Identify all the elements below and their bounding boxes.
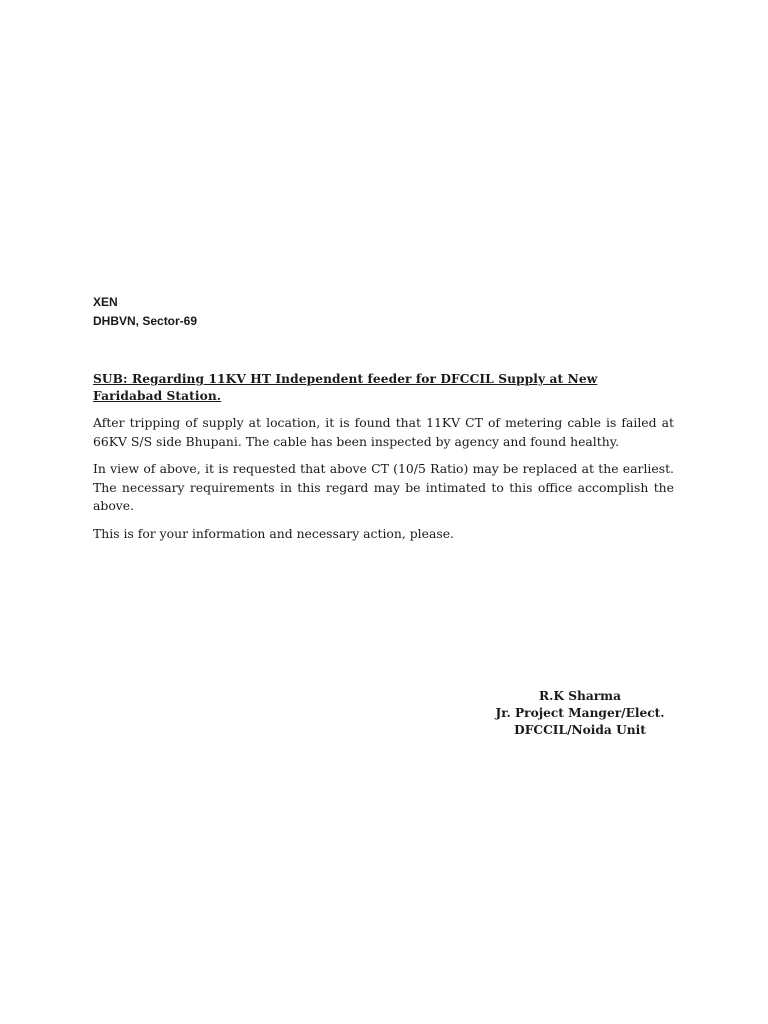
- signatory-designation: Jr. Project Manger/Elect.: [495, 706, 665, 720]
- signatory-name: R.K Sharma: [539, 689, 621, 703]
- addressee-office: DHBVN, Sector-69: [93, 314, 198, 328]
- signatory-unit: DFCCIL/Noida Unit: [514, 723, 646, 737]
- subject-line: [93, 371, 638, 405]
- body-paragraph-2: In view of above, it is requested that above CT (10/5 Ratio) may be replaced at the earliest. The necessary requirements in this regard may be intimated to this office accomplish the above.: [93, 461, 674, 513]
- signature-block: [470, 688, 690, 739]
- body-paragraph-1: After tripping of supply at location, it is found that 11KV CT of metering cable is failed at 66KV S/S side Bhupani. The cable has been inspected by agency and found healthy.: [93, 415, 674, 449]
- letter-body: [93, 414, 674, 552]
- body-paragraph-3: This is for your information and necessary action, please.: [93, 525, 454, 541]
- addressee-block: [93, 293, 197, 331]
- subject-line-1: SUB: Regarding 11KV HT Independent feeder for DFCCIL Supply at New: [93, 372, 598, 386]
- addressee-title: XEN: [93, 295, 118, 309]
- subject-line-2: Faridabad Station.: [93, 389, 222, 403]
